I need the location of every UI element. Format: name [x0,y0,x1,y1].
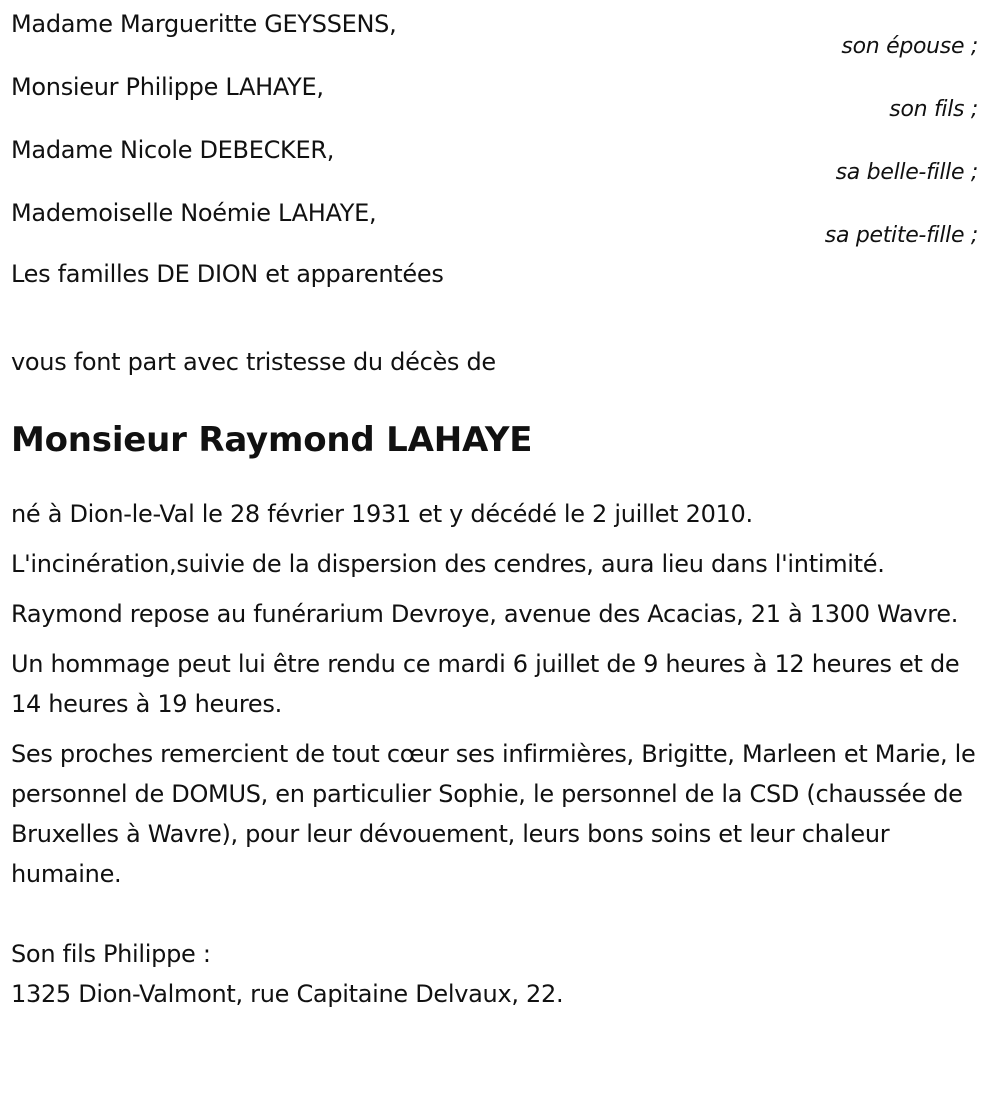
family-member [11,197,978,260]
contact-address: 1325 Dion-Valmont, rue Capitaine Delvaux, 22. [11,980,564,1008]
family-list [11,0,978,300]
family-member-relation: son épouse ; [841,34,978,59]
funeral-home-info: Raymond repose au funérarium Devroye, avenue des Acacias, 21 à 1300 Wavre. [11,600,959,628]
obituary-details [11,494,978,894]
family-member [11,71,978,134]
announcement-intro: vous font part avec tristesse du décès de [11,348,496,376]
family-member-name: Madame Margueritte GEYSSENS, [11,10,397,38]
contact-block [11,934,978,1014]
family-member [11,134,978,197]
contact-label: Son fils Philippe : [11,940,211,968]
cremation-info: L'incinération,suivie de la dispersion des cendres, aura lieu dans l'intimité. [11,550,885,578]
visitation-info: Un hommage peut lui être rendu ce mardi 6 juillet de 9 heures à 12 heures et de 14 heures à 19 heures. [11,650,960,718]
family-member-name: Madame Nicole DEBECKER, [11,136,335,164]
family-member [11,8,978,71]
family-member-name: Mademoiselle Noémie LAHAYE, [11,199,377,227]
birth-death-dates: né à Dion-le-Val le 28 février 1931 et y décédé le 2 juillet 2010. [11,500,753,528]
family-member-relation: sa belle-fille ; [835,160,978,185]
family-member-relation: son fils ; [889,97,978,122]
family-member-relation: sa petite-fille ; [824,223,978,248]
acknowledgements: Ses proches remercient de tout cœur ses infirmières, Brigitte, Marleen et Marie, le personnel de DOMUS, en particulier Sophie, le personnel de la CSD (chaussée de Bruxelles à Wavre), pour leur dévouement, leurs bons soins et leur chaleur humaine. [11,740,976,888]
deceased-name: Monsieur Raymond LAHAYE [11,420,533,460]
family-member-name: Monsieur Philippe LAHAYE, [11,73,324,101]
extended-families: Les familles DE DION et apparentées [11,260,444,288]
